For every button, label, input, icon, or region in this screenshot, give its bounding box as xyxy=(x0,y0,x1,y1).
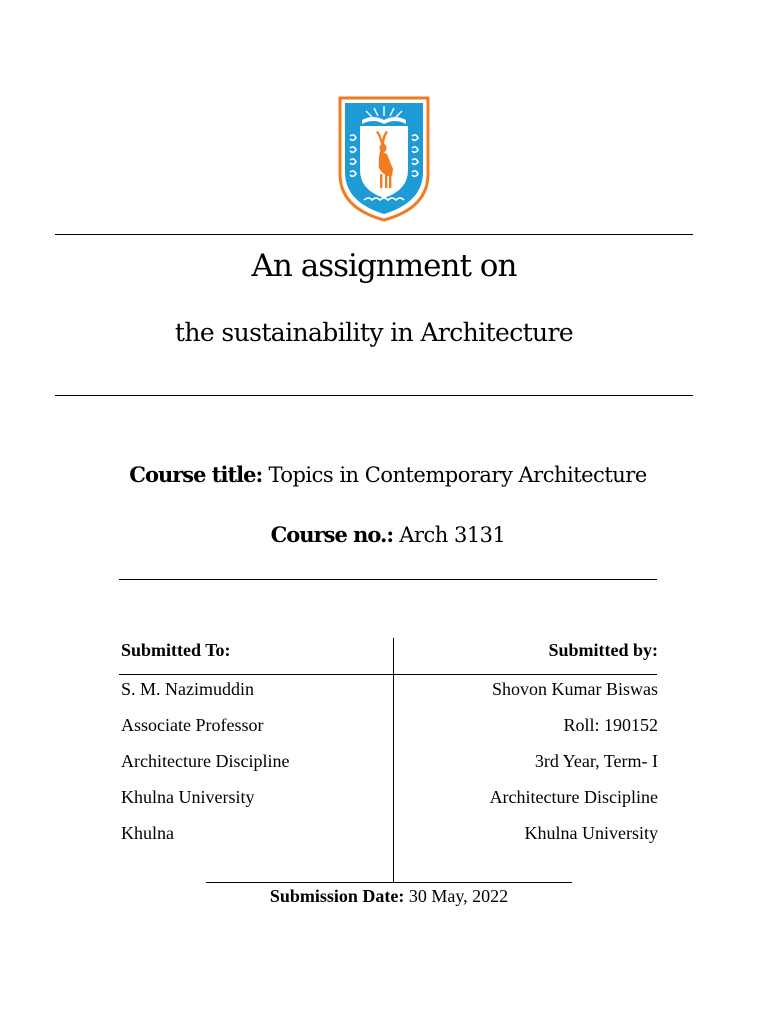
submitted-by-heading: Submitted by: xyxy=(548,640,658,660)
student-year-term: 3rd Year, Term- I xyxy=(534,751,658,771)
course-title-label: Course title: xyxy=(129,462,263,487)
course-number-value: Arch 3131 xyxy=(399,523,506,547)
divider-top xyxy=(55,234,693,235)
university-logo xyxy=(338,96,430,222)
submission-date-value: 30 May, 2022 xyxy=(408,886,509,906)
course-number-label: Course no.: xyxy=(270,522,394,547)
divider-course xyxy=(119,579,657,580)
divider-submission-header xyxy=(119,674,657,675)
supervisor-designation: Associate Professor xyxy=(121,715,264,735)
course-title-row xyxy=(0,462,768,487)
submission-date-row xyxy=(0,886,768,907)
student-name: Shovon Kumar Biswas xyxy=(492,679,658,699)
column-divider xyxy=(393,638,394,882)
submitted-to-heading: Submitted To: xyxy=(121,640,231,660)
course-number-row xyxy=(0,522,768,547)
student-discipline: Architecture Discipline xyxy=(489,787,658,807)
divider-middle xyxy=(55,395,693,396)
submitted-by-column xyxy=(490,678,658,858)
document-subtitle: the sustainability in Architecture xyxy=(174,318,574,347)
divider-date xyxy=(206,882,572,883)
course-title-value: Topics in Contemporary Architecture xyxy=(268,463,647,487)
submission-date-label: Submission Date: xyxy=(269,886,405,906)
student-roll: Roll: 190152 xyxy=(563,715,658,735)
student-university: Khulna University xyxy=(524,823,658,843)
submitted-to-column xyxy=(121,678,289,858)
document-title: An assignment on xyxy=(251,248,517,284)
supervisor-university: Khulna University xyxy=(121,787,255,807)
supervisor-discipline: Architecture Discipline xyxy=(121,751,290,771)
supervisor-name: S. M. Nazimuddin xyxy=(121,679,254,699)
supervisor-city: Khulna xyxy=(121,823,174,843)
